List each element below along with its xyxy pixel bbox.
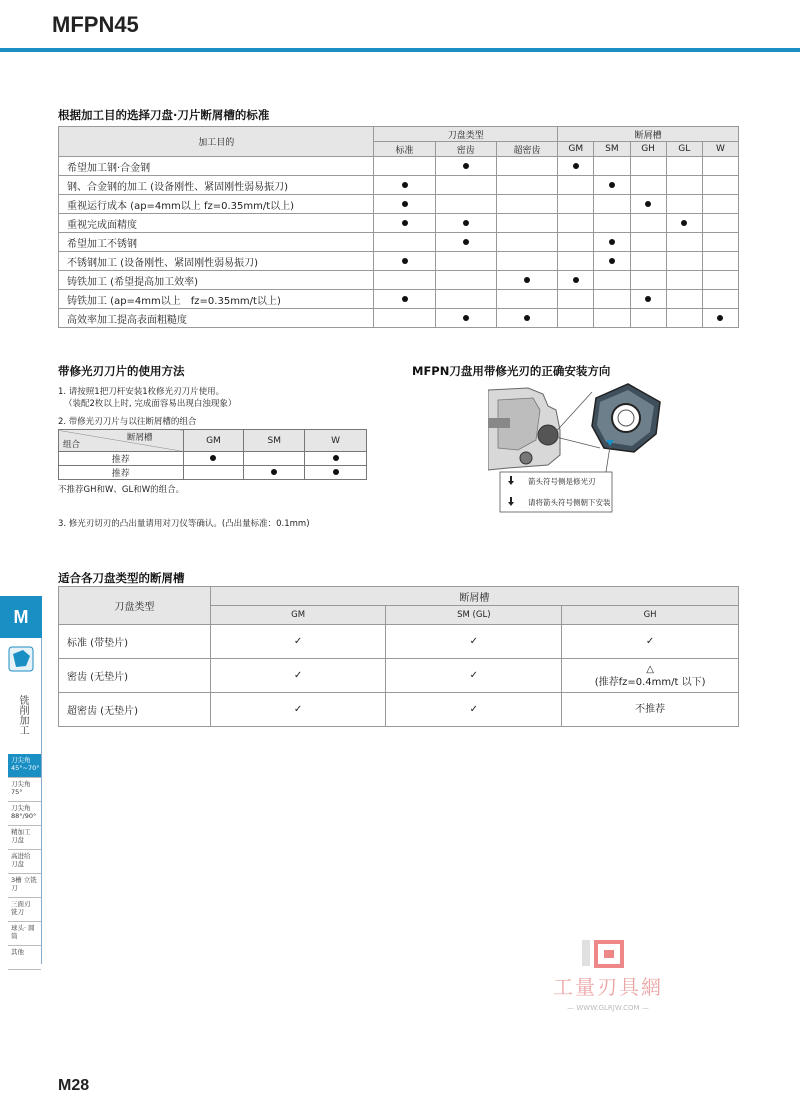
row-label: 超密齿 (无垫片) (59, 693, 211, 727)
table-row (59, 195, 739, 214)
mark-cell (374, 214, 435, 233)
sidebar-item[interactable]: 精加工 刀盘 (8, 826, 41, 850)
chipbreaker-cell: 不推荐 (562, 693, 739, 727)
table-row (59, 271, 739, 290)
mark-cell (630, 271, 666, 290)
mark-cell (594, 214, 630, 233)
table-row (59, 625, 739, 659)
recommend-dot (463, 220, 469, 226)
mark-cell (666, 233, 702, 252)
table-row (59, 233, 739, 252)
table-row (59, 693, 739, 727)
recommend-dot (645, 201, 651, 207)
row-label: 重视运行成本 (ap=4mm以上 fz=0.35mm/t以上) (59, 195, 374, 214)
recommend-dot (524, 315, 530, 321)
sidebar-item[interactable]: 刀尖角 75° (8, 778, 41, 802)
table-row (59, 290, 739, 309)
chipbreaker-header: 断屑槽 (558, 127, 739, 142)
t2-col-w: W (305, 430, 367, 452)
section3-title: 适合各刀盘类型的断屑槽 (58, 571, 185, 585)
cutter-type-col: 标准 (374, 142, 435, 157)
mark-cell (558, 252, 594, 271)
header-rule (0, 48, 800, 52)
table-row (59, 466, 367, 480)
page-header (0, 0, 800, 52)
mark-cell (244, 452, 305, 466)
note-1b: （装配2枚以上时, 完成面容易出现白浊现象） (64, 399, 237, 409)
mark-cell (630, 214, 666, 233)
mark-cell (558, 176, 594, 195)
section1-title: 根据加工目的选择刀盘·刀片断屑槽的标准 (58, 108, 270, 122)
row-label: 铸铁加工 (希望提高加工效率) (59, 271, 374, 290)
mark-cell (594, 233, 630, 252)
mark-cell (702, 309, 738, 328)
recommend-dot (609, 258, 615, 264)
mark-cell (374, 233, 435, 252)
mark-cell (702, 157, 738, 176)
page-title: MFPN45 (52, 12, 139, 37)
mark-cell (666, 252, 702, 271)
recommend-dot (402, 296, 408, 302)
watermark-logo (538, 940, 678, 1020)
mark-cell (435, 157, 496, 176)
figure-label-1: 箭头符号侧是修光刃 (528, 477, 596, 486)
t3-col-gm: GM (210, 606, 386, 625)
recommend-dot (402, 258, 408, 264)
t3-group-header: 断屑槽 (210, 587, 738, 606)
mark-cell (630, 176, 666, 195)
recommend-dot (271, 469, 277, 475)
insert-install-figure (488, 380, 740, 515)
mark-cell (702, 195, 738, 214)
mark-cell (374, 271, 435, 290)
mark-cell (594, 157, 630, 176)
mark-cell (594, 290, 630, 309)
mark-cell (702, 271, 738, 290)
section-tab-m[interactable]: M (0, 596, 42, 638)
note-1: 1. 请按照1把刀杆安装1枚修光刃刀片使用。 (58, 387, 225, 397)
mark-cell (558, 195, 594, 214)
mark-cell (496, 176, 557, 195)
t3-col-sm: SM (GL) (386, 606, 562, 625)
chipbreaker-cell: ✓ (386, 693, 562, 727)
svg-text:工量刃具網: 工量刃具網 (553, 975, 663, 999)
chipbreaker-cell: ✓ (386, 625, 562, 659)
note-3: 3. 修光刃切刃的凸出量请用对刀仪等确认。(凸出量标准：0.1mm) (58, 519, 310, 529)
mark-cell (496, 271, 557, 290)
note-after: 不推荐GH和W、GL和W的组合。 (58, 485, 185, 495)
mark-cell (305, 452, 367, 466)
recommend-dot (402, 182, 408, 188)
mark-cell (630, 195, 666, 214)
chipbreaker-col: GL (666, 142, 702, 157)
sidebar-item[interactable]: 刀尖角 45°~70° (8, 754, 41, 778)
row-label: 铸铁加工 (ap=4mm以上 fz=0.35mm/t以上) (59, 290, 374, 309)
mark-cell (666, 176, 702, 195)
mark-cell (374, 157, 435, 176)
row-label: 希望加工钢·合金钢 (59, 157, 374, 176)
mark-cell (702, 290, 738, 309)
row-label: 重视完成面精度 (59, 214, 374, 233)
chipbreaker-table (58, 586, 739, 727)
mark-cell (558, 309, 594, 328)
chipbreaker-cell: △ (推荐fz=0.4mm/t 以下) (562, 659, 739, 693)
sidebar-nav (8, 754, 41, 970)
row-label: 密齿 (无垫片) (59, 659, 211, 693)
sidebar-item[interactable]: 三面刃 铣刀 (8, 898, 41, 922)
mark-cell (496, 195, 557, 214)
sidebar-item[interactable]: 其他 (8, 946, 41, 970)
row-label: 希望加工不锈钢 (59, 233, 374, 252)
recommend-dot (210, 455, 216, 461)
mark-cell (496, 290, 557, 309)
sidebar-item[interactable]: 球头· 圆筒 (8, 922, 41, 946)
chipbreaker-col: SM (594, 142, 630, 157)
mark-cell (183, 466, 244, 480)
mark-cell (374, 252, 435, 271)
mark-cell (630, 309, 666, 328)
mark-cell (666, 271, 702, 290)
table-row (59, 157, 739, 176)
mark-cell (496, 309, 557, 328)
mark-cell (630, 233, 666, 252)
mark-cell (305, 466, 367, 480)
mark-cell (630, 290, 666, 309)
page-number: M28 (58, 1077, 90, 1094)
table-row (59, 659, 739, 693)
mark-cell (496, 252, 557, 271)
mark-cell (558, 157, 594, 176)
mark-cell (435, 271, 496, 290)
mark-cell (702, 176, 738, 195)
sidebar-rule (41, 596, 42, 964)
mark-cell (594, 195, 630, 214)
mark-cell (558, 214, 594, 233)
chipbreaker-col: GM (558, 142, 594, 157)
cutter-type-header: 刀盘类型 (374, 127, 558, 142)
mark-cell (594, 309, 630, 328)
recommend-dot (333, 455, 339, 461)
section2-title: 带修光刃刀片的使用方法 (58, 364, 185, 378)
t3-type-header: 刀盘类型 (59, 587, 211, 625)
sidebar-item[interactable]: 刀尖角 88°/90° (8, 802, 41, 826)
mark-cell (702, 233, 738, 252)
milling-insert-icon (8, 646, 34, 672)
recommend-dot (524, 277, 530, 283)
chipbreaker-cell: ✓ (210, 693, 386, 727)
recommend-dot (573, 277, 579, 283)
chipbreaker-col: W (702, 142, 738, 157)
recommend-dot (463, 315, 469, 321)
chipbreaker-cell: ✓ (210, 625, 386, 659)
sidebar-item[interactable]: 3槽 立铣刀 (8, 874, 41, 898)
recommend-dot (463, 239, 469, 245)
mark-cell (183, 452, 244, 466)
t2-col-gm: GM (183, 430, 244, 452)
mark-cell (594, 176, 630, 195)
svg-text:— WWW.GLRJW.COM —: — WWW.GLRJW.COM — (567, 1004, 649, 1012)
recommend-dot (717, 315, 723, 321)
mark-cell (666, 214, 702, 233)
mark-cell (666, 157, 702, 176)
recommend-dot (402, 201, 408, 207)
cutter-type-col: 密齿 (435, 142, 496, 157)
figure-label-2: 请将箭头符号侧朝下安装 (528, 498, 611, 507)
mark-cell (630, 157, 666, 176)
mark-cell (374, 195, 435, 214)
mark-cell (435, 195, 496, 214)
mark-cell (594, 252, 630, 271)
mark-cell (496, 233, 557, 252)
mark-cell (666, 309, 702, 328)
recommend-dot (609, 182, 615, 188)
diag-bottom-label: 组合 (63, 440, 81, 450)
chipbreaker-cell: ✓ (562, 625, 739, 659)
table-row (59, 252, 739, 271)
table-row (59, 176, 739, 195)
table-row (59, 309, 739, 328)
mark-cell (244, 466, 305, 480)
selection-table (58, 126, 739, 328)
sidebar-vertical-label: 铣削加工 (17, 695, 28, 735)
mark-cell (558, 271, 594, 290)
mark-cell (435, 176, 496, 195)
row-label: 钢、合金钢的加工 (设备刚性、紧固刚性弱易振刀) (59, 176, 374, 195)
mark-cell (435, 290, 496, 309)
mark-cell (435, 233, 496, 252)
chipbreaker-col: GH (630, 142, 666, 157)
diag-top-label: 断屑槽 (127, 433, 153, 443)
mark-cell (594, 271, 630, 290)
figure-title: MFPN刀盘用带修光刃的正确安装方向 (412, 364, 611, 378)
diagonal-header (59, 430, 184, 452)
recommend-dot (333, 469, 339, 475)
chipbreaker-cell: ✓ (210, 659, 386, 693)
mark-cell (630, 252, 666, 271)
chipbreaker-cell: ✓ (386, 659, 562, 693)
t3-col-gh: GH (562, 606, 739, 625)
mark-cell (666, 290, 702, 309)
mark-cell (666, 195, 702, 214)
recommend-dot (609, 239, 615, 245)
mark-cell (374, 290, 435, 309)
purpose-header: 加工目的 (59, 127, 374, 157)
mark-cell (702, 252, 738, 271)
mark-cell (558, 290, 594, 309)
row-label: 高效率加工提高表面粗糙度 (59, 309, 374, 328)
row-label: 推荐 (59, 452, 184, 466)
mark-cell (702, 214, 738, 233)
sidebar-item[interactable]: 高进给 刀盘 (8, 850, 41, 874)
row-label: 标准 (带垫片) (59, 625, 211, 659)
mark-cell (435, 214, 496, 233)
recommend-dot (402, 220, 408, 226)
mark-cell (496, 214, 557, 233)
recommend-dot (645, 296, 651, 302)
cutter-type-col: 超密齿 (496, 142, 557, 157)
row-label: 不锈钢加工 (设备刚性、紧固刚性弱易振刀) (59, 252, 374, 271)
recommend-dot (463, 163, 469, 169)
combination-table (58, 429, 367, 480)
note-2: 2. 带修光刃刀片与以往断屑槽的组合 (58, 417, 197, 427)
recommend-dot (573, 163, 579, 169)
mark-cell (435, 252, 496, 271)
mark-cell (435, 309, 496, 328)
mark-cell (374, 176, 435, 195)
mark-cell (496, 157, 557, 176)
recommend-dot (681, 220, 687, 226)
row-label: 推荐 (59, 466, 184, 480)
mark-cell (374, 309, 435, 328)
cutter-illustration (488, 380, 740, 515)
table-row (59, 452, 367, 466)
t2-col-sm: SM (244, 430, 305, 452)
mark-cell (558, 233, 594, 252)
table-row (59, 214, 739, 233)
